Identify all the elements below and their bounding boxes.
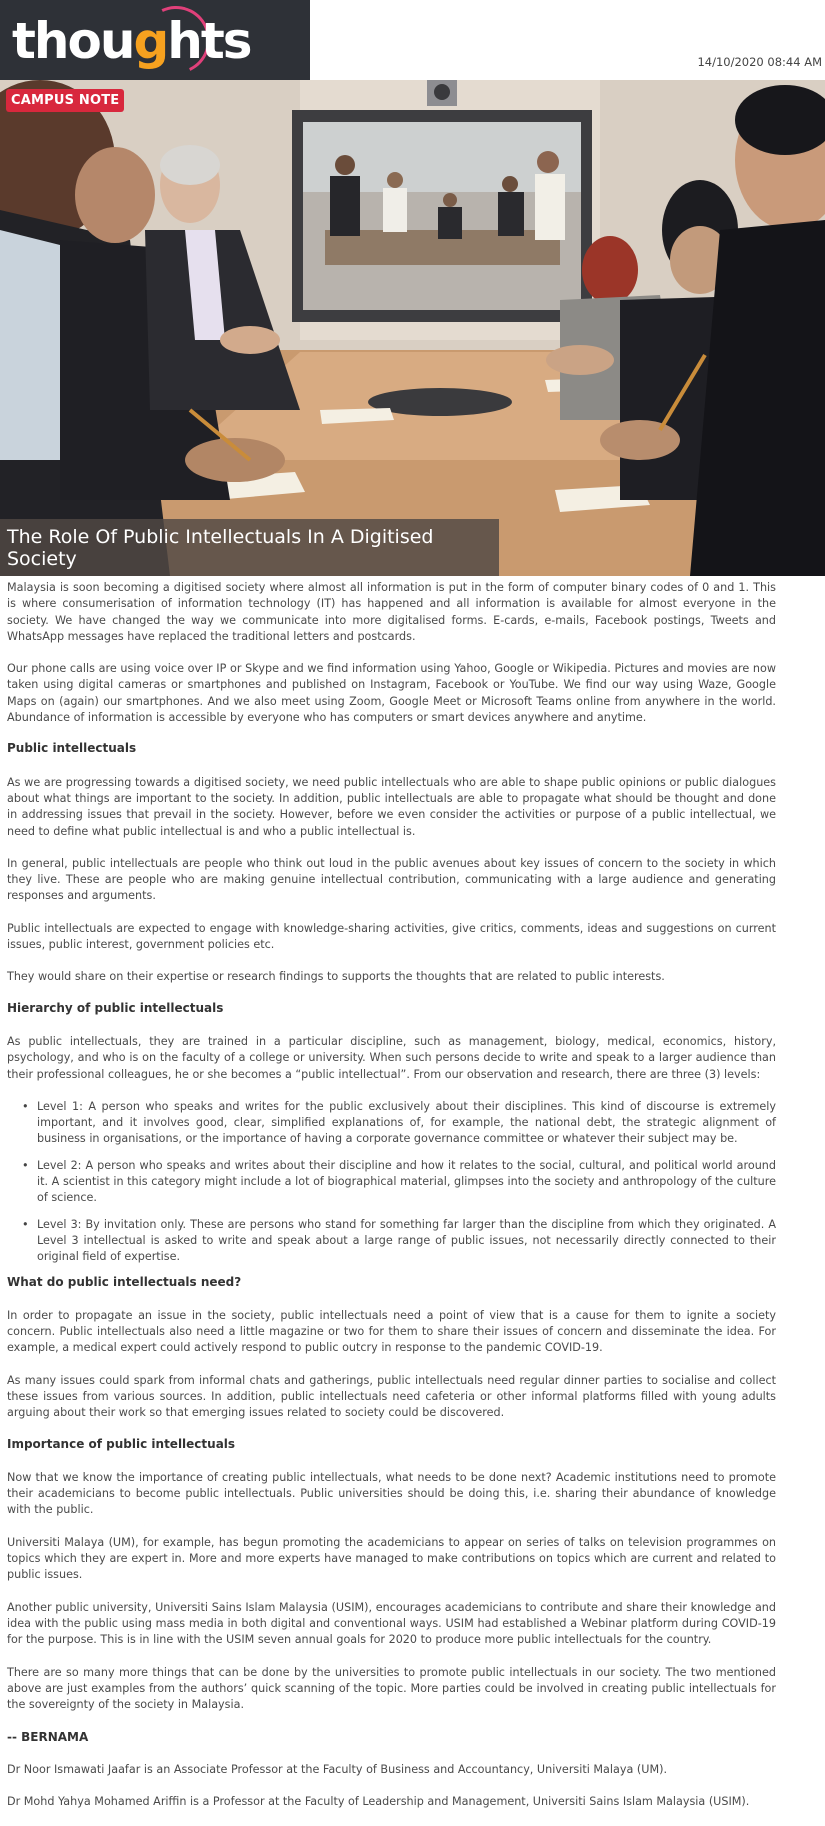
site-logo[interactable] [0,0,310,80]
paragraph: In general, public intellectuals are people who think out loud in the public avenues about key issues of concern to the society in which they live. These are people who are making genuine intellectual contribution, communicating with a large audience and generating responses and arguments. [7,856,776,903]
logo-text: thoughts [12,12,251,70]
paragraph: There are so many more things that can be done by the universities to promote public intellectuals in our society. The two mentioned above are just examples from the authors’ quick scanning of the topic. More parties could be involved in creating public intellectuals for the sovereignty of the society in Malaysia. [7,1665,776,1712]
list-item: • Level 2: A person who speaks and writes about their discipline and how it relates to the social, cultural, and political world around it. A scientist in this category might include a lot of biographical material, glimpses into the society and anthropology of the culture of science. [7,1158,776,1207]
publish-timestamp: 14/10/2020 08:44 AM [697,55,822,69]
site-header [0,0,825,80]
levels-list [7,1099,776,1266]
hero-image [0,80,825,576]
paragraph: As we are progressing towards a digitised society, we need public intellectuals who are able to shape public opinions or public dialogues about what things are important to the society. In addition, public intellectuals are able to propagate what should be thought and done in addressing issues that prevail in the society. However, before we even consider the activities or purpose of a public intellectual, we need to define what public intellectual is and who a public intellectual is. [7,775,776,838]
section-heading: Hierarchy of public intellectuals [7,1000,224,1015]
section-heading: Public intellectuals [7,741,137,756]
paragraph: Universiti Malaya (UM), for example, has begun promoting the academicians to appear on series of talks on television programmes on topics which they are expert in. More and more experts have managed to make contributions on topics which are current and related to public issues. [7,1535,776,1582]
section-heading: Importance of public intellectuals [7,1436,236,1451]
article-title: The Role Of Public Intellectuals In A Digitised Society [7,526,434,570]
list-item: • Level 1: A person who speaks and writes for the public exclusively about their disciplines. This kind of discourse is extremely important, and it involves good, clear, simplified explanations of, for example, the national debt, the strategic alignment of business in organisations, or the importance of having a corporate governance committee or whatever their subject may be. [7,1099,776,1148]
meeting-photo-icon [0,80,825,576]
paragraph: Malaysia is soon becoming a digitised society where almost all information is put in the form of computer binary codes of 0 and 1. This is where consumerisation of information technology (IT) has happened and all information is available for almost everyone in the society. We have changed the way we communicate into more digitalised forms. E-cards, e-mails, Facebook postings, Tweets and WhatsApp messages have replaced the traditional letters and postcards. [7,581,776,643]
list-item: • Level 3: By invitation only. These are persons who stand for something far larger than the discipline from which they originated. A Level 3 intellectual is asked to write and speak about a large range of public issues, not necessarily directly connected to their original field of expertise. [7,1217,776,1266]
paragraph: They would share on their expertise or research findings to supports the thoughts that are related to public interests. [7,970,665,984]
paragraph: Another public university, Universiti Sains Islam Malaysia (USIM), encourages academicians to contribute and share their knowledge and idea with the public using mass media in both digital and conventional ways. USIM had established a Webinar platform during COVID-19 for the purpose. This is in line with the USIM seven annual goals for 2020 to produce more public intellectuals for the country. [7,1600,776,1647]
paragraph: Public intellectuals are expected to engage with knowledge-sharing activities, give critics, comments, ideas and suggestions on current issues, public interest, government policies etc. [7,921,776,952]
category-badge[interactable]: CAMPUS NOTE [6,89,124,112]
source-byline: -- BERNAMA [7,1730,89,1745]
paragraph: As public intellectuals, they are trained in a particular discipline, such as management, biology, medical, economics, history, psychology, and who is on the faculty of a college or university. When such persons decide to write and speak to a larger audience than their professional colleagues, he or she becomes a “public intellectual”. From our observation and research, there are three (3) levels: [7,1034,776,1081]
paragraph: Our phone calls are using voice over IP or Skype and we find information using Yahoo, Google or Wikipedia. Pictures and movies are now taken using digital cameras or smartphones and published on Instagram, Facebook or YouTube. We find our way using Waze, Google Maps on (again) our smartphones. And we also meet using Zoom, Google Meet or Microsoft Teams online from anywhere in the world. Abundance of information is accessible by everyone who has computers or smart devices anywhere and anytime. [7,662,776,725]
paragraph: In order to propagate an issue in the society, public intellectuals need a point of view that is a cause for them to ignite a society concern. Public intellectuals also need a little magazine or two for them to share their issues of concern and disseminate the idea. For example, a medical expert could actively respond to public outcry in response to the pandemic COVID-19. [7,1308,776,1355]
author-note: Dr Noor Ismawati Jaafar is an Associate Professor at the Faculty of Business and Accountancy, Universiti Malaya (UM). [7,1762,668,1776]
paragraph: As many issues could spark from informal chats and gatherings, public intellectuals need regular dinner parties to socialise and collect these issues from various sources. In addition, public intellectuals need cafeteria or other informal platforms filled with young adults arguing about their work so that emerging issues related to society could be discovered. [7,1373,776,1420]
article-body [7,580,776,1826]
paragraph: Now that we know the importance of creating public intellectuals, what needs to be done next? Academic institutions need to promote their academicians to become public intellectuals. Public universities should be doing this, i.e. sharing their abundance of knowledge with the public. [7,1470,776,1517]
author-note: Dr Mohd Yahya Mohamed Ariffin is a Professor at the Faculty of Leadership and Management, Universiti Sains Islam Malaysia (USIM). [7,1795,750,1809]
section-heading: What do public intellectuals need? [7,1274,242,1289]
